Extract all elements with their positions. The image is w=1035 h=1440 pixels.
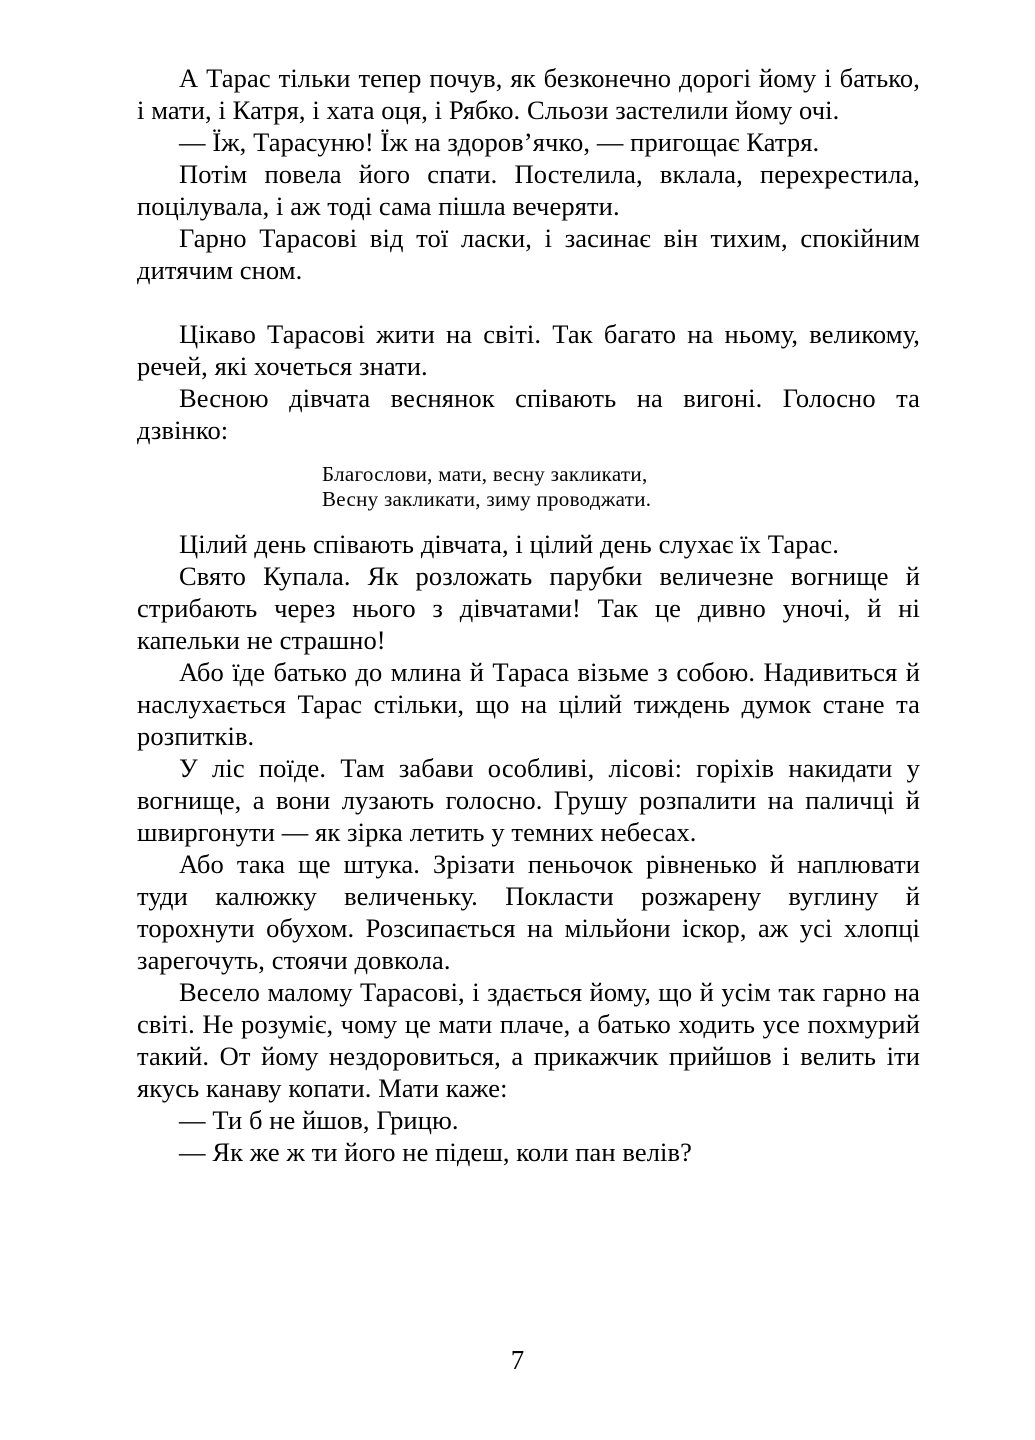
paragraph-dialogue: — Як же ж ти його не підеш, коли пан велів? bbox=[179, 1137, 692, 1167]
text-section-2 bbox=[137, 318, 920, 446]
verse-line: Весну закликати, зиму проводжати. bbox=[322, 486, 652, 511]
paragraph: Гарно Тарасові від тої ласки, і засинає він тихим, спокійним дитячим сном. bbox=[137, 223, 920, 285]
paragraph: Або така ще штука. Зрізати пеньочок рівненько й наплювати туди калюжку величеньку. Покласти розжарену вуглину й торохнути обухом. Розсипається на мільйони іскор, аж усі хлопці зарегочуть, стоячи довкола. bbox=[137, 849, 920, 975]
page-number: 7 bbox=[510, 1345, 525, 1375]
paragraph: Цікаво Тарасові жити на світі. Так багато на ньому, великому, речей, які хочеться знати. bbox=[137, 319, 920, 381]
paragraph: Весело малому Тарасові, і здається йому, що й усім так гарно на світі. Не розуміє, чому це мати плаче, а батько ходить усе похмурий такий. От йому нездоровиться, а прикажчик прийшов і велить іти якусь канаву копати. Мати каже: bbox=[137, 977, 920, 1103]
verse-line: Благослови, мати, весну закликати, bbox=[322, 462, 648, 486]
paragraph: Весною дівчата веснянок співають на вигоні. Голосно та дзвінко: bbox=[137, 383, 920, 445]
page-text-block bbox=[137, 62, 920, 1168]
paragraph-dialogue: — Їж, Тарасуню! Їж на здоров’ячко, — пригощає Катря. bbox=[179, 127, 820, 157]
paragraph: Або їде батько до млина й Тараса візьме з собою. Надивиться й наслухається Тарас стільки, що на цілий тиждень думок стане та розпитків. bbox=[137, 657, 920, 751]
paragraph: У ліс поїде. Там забави особливі, лісові: горіхів накидати у вогнище, а вони лузають голосно. Грушу розпалити на паличці й швиргонути — як зірка летить у темних небесах. bbox=[137, 753, 920, 847]
paragraph-dialogue: — Ти б не йшов, Грицю. bbox=[179, 1105, 459, 1135]
text-section-1 bbox=[137, 62, 920, 286]
paragraph: Свято Купала. Як розложать парубки величезне вогнище й стрибають через нього з дівчатами! Так це дивно уночі, й ні капельки не страшно! bbox=[137, 561, 920, 655]
verse-block bbox=[137, 446, 920, 528]
paragraph: Потім повела його спати. Постелила, вклала, перехрестила, поцілувала, і аж тоді сама пішла вечеряти. bbox=[137, 159, 920, 221]
section-divider-gap bbox=[137, 286, 920, 318]
text-section-3 bbox=[137, 528, 920, 1168]
paragraph: Цілий день співають дівчата, і цілий день слухає їх Тарас. bbox=[179, 529, 839, 559]
paragraph: А Тарас тільки тепер почув, як безконечно дорогі йому і батько, і мати, і Катря, і хата оця, і Рябко. Сльози застелили йому очі. bbox=[137, 63, 920, 125]
